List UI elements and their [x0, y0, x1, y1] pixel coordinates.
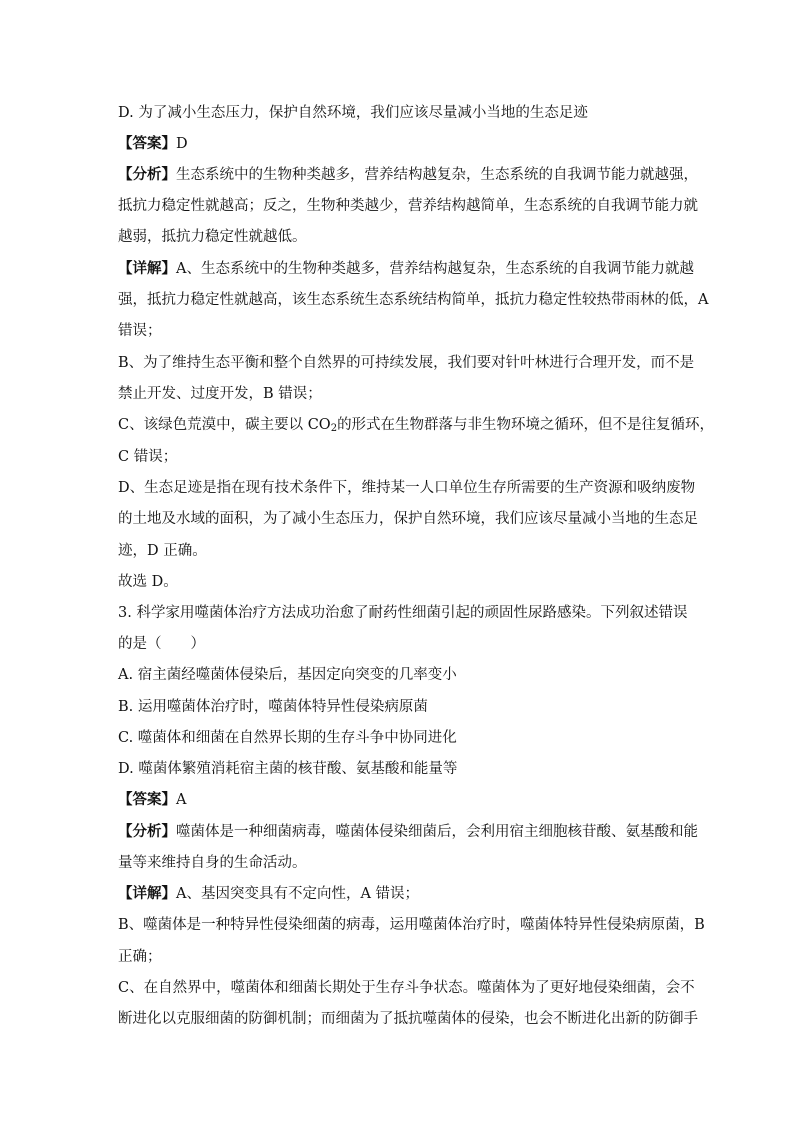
detail-c-prefix: C、该绿色荒漠中，碳主要以 CO — [118, 417, 331, 433]
option-c: C. 噬菌体和细菌在自然界长期的生存斗争中协同进化 — [118, 730, 457, 746]
detail-line — [118, 258, 694, 280]
answer-line — [118, 133, 684, 155]
question-stem: 的是（ ） — [118, 636, 205, 652]
question-stem: 3. 科学家用噬菌体治疗方法成功治愈了耐药性细菌引起的顽固性尿路感染。下列叙述错误 — [118, 605, 688, 621]
detail-text: 正确； — [118, 949, 162, 965]
answer-tag: 【答案】 — [118, 791, 176, 808]
detail-line — [118, 883, 684, 905]
analysis-line — [118, 821, 698, 843]
conclusion: 故选 D。 — [118, 574, 178, 590]
analysis-text: 抵抗力稳定性就越高；反之，生物种类越少，营养结构越简单，生态系统的自我调节能力就 — [118, 198, 698, 214]
detail-text: 错误； — [118, 323, 162, 339]
answer-value: D — [176, 136, 188, 152]
detail-text: 迹，D 正确。 — [118, 543, 207, 559]
detail-text — [118, 414, 715, 436]
detail-tag: 【详解】 — [118, 260, 176, 277]
detail-text: A、生态系统中的生物种类越多，营养结构越复杂，生态系统的自我调节能力就越 — [176, 261, 694, 277]
option-d: D. 为了减小生态压力，保护自然环境，我们应该尽量减小当地的生态足迹 — [118, 105, 588, 121]
analysis-tag: 【分析】 — [118, 823, 176, 840]
detail-text: C 错误； — [118, 449, 178, 465]
detail-text: C、在自然界中，噬菌体和细菌长期处于生存斗争状态。噬菌体为了更好地侵染细菌，会不 — [118, 980, 695, 996]
answer-line — [118, 789, 684, 811]
option-a: A. 宿主菌经噬菌体侵染后，基因定向突变的几率变小 — [118, 667, 457, 683]
analysis-text: 噬菌体是一种细菌病毒，噬菌体侵染细菌后，会利用宿主细胞核苷酸、氨基酸和能 — [176, 824, 698, 840]
analysis-line — [118, 164, 698, 186]
detail-text: 断进化以克服细菌的防御机制；而细菌为了抵抗噬菌体的侵染，也会不断进化出新的防御手 — [118, 1011, 698, 1027]
detail-tag: 【详解】 — [118, 885, 176, 902]
detail-text: 的土地及水域的面积，为了减小生态压力，保护自然环境，我们应该尽量减小当地的生态足 — [118, 511, 698, 527]
analysis-text: 生态系统中的生物种类越多，营养结构越复杂，生态系统的自我调节能力就越强， — [176, 167, 698, 183]
answer-tag: 【答案】 — [118, 135, 176, 152]
option-b: B. 运用噬菌体治疗时，噬菌体特异性侵染病原菌 — [118, 699, 428, 715]
detail-text: B、为了维持生态平衡和整个自然界的可持续发展，我们要对针叶林进行合理开发，而不是 — [118, 355, 695, 371]
answer-value: A — [176, 792, 187, 808]
analysis-text: 量等来维持自身的生命活动。 — [118, 855, 307, 871]
detail-text: A、基因突变具有不定向性，A 错误； — [176, 886, 420, 902]
detail-c-subscript: 2 — [330, 423, 338, 434]
option-d: D. 噬菌体繁殖消耗宿主菌的核苷酸、氨基酸和能量等 — [118, 761, 458, 777]
detail-text: 强，抵抗力稳定性就越高，该生态系统生态系统结构简单，抵抗力稳定性较热带雨林的低，A — [118, 292, 709, 308]
analysis-text: 越弱，抵抗力稳定性就越低。 — [118, 229, 307, 245]
detail-text: 禁止开发、过度开发，B 错误； — [118, 386, 322, 402]
detail-c-suffix: 的形式在生物群落与非生物环境之循环，但不是往复循环， — [337, 417, 715, 433]
detail-text: D、生态足迹是指在现有技术条件下，维持某一人口单位生存所需要的生产资源和吸纳废物 — [118, 480, 696, 496]
detail-text: B、噬菌体是一种特异性侵染细菌的病毒，运用噬菌体治疗时，噬菌体特异性侵染病原菌，B — [118, 917, 705, 933]
analysis-tag: 【分析】 — [118, 166, 176, 183]
